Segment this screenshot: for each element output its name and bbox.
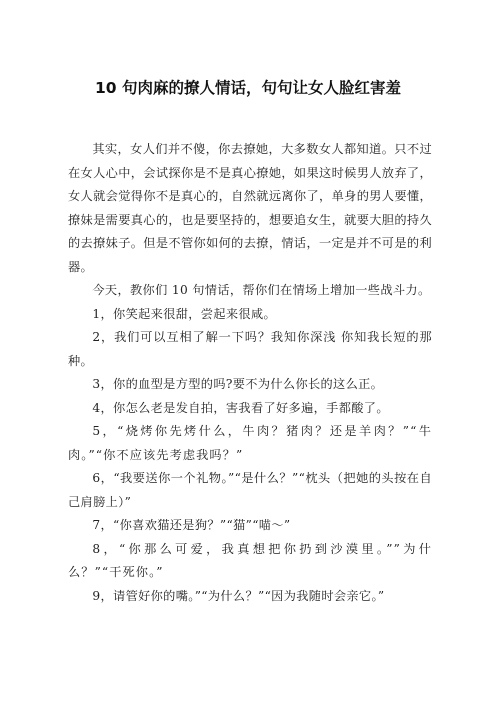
paragraph-intro: 其实，女人们并不傻，你去撩她，大多数女人都知道。只不过在女人心中，会试探你是不是真心撩她，如果这时候男人放弃了，女人就会觉得你不是真心的，自然就远离你了，单身的男人要懂，撩妹是需要真心的，也是要坚持的，想要追女生，就要大胆的持久的去撩妹子。但是不管你如何的去撩，情话，一定是并不可是的利器。 <box>68 142 432 274</box>
list-item-9: 9，请管好你的嘴。”“为什么？”“因为我随时会亲它。” <box>92 588 385 603</box>
list-item-6: 6，“我要送你一个礼物。”“是什么？”“枕头（把她的头按在自己肩膀上）” <box>68 471 432 509</box>
list-item-1: 1，你笑起来很甜，尝起来很咸。 <box>92 306 277 321</box>
list-item-4: 4，你怎么老是发自拍，害我看了好多遍，手都酸了。 <box>92 400 389 415</box>
list-item-2: 2，我们可以互相了解一下吗？我知你深浅 你知我长短的那种。 <box>68 330 432 368</box>
list-item-8: 8，“你那么可爱，我真想把你扔到沙漠里。””为什么？”“干死你。” <box>68 541 432 579</box>
list-item-3: 3，你的血型是方型的吗?要不为什么你长的这么正。 <box>92 377 384 391</box>
list-item-5: 5，“烧烤你先烤什么，牛肉？猪肉？还是羊肉？”“牛肉。”“你不应该先考虑我吗？” <box>68 424 432 462</box>
document-body <box>68 138 432 608</box>
paragraph-lead: 今天，教你们 10 句情话，帮你们在情场上增加一些战斗力。 <box>92 283 431 297</box>
list-item-7: 7，“你喜欢猫还是狗？”“猫”“喵～” <box>92 518 291 532</box>
document-title: 10 句肉麻的撩人情话，句句让女人脸红害羞 <box>95 79 401 97</box>
